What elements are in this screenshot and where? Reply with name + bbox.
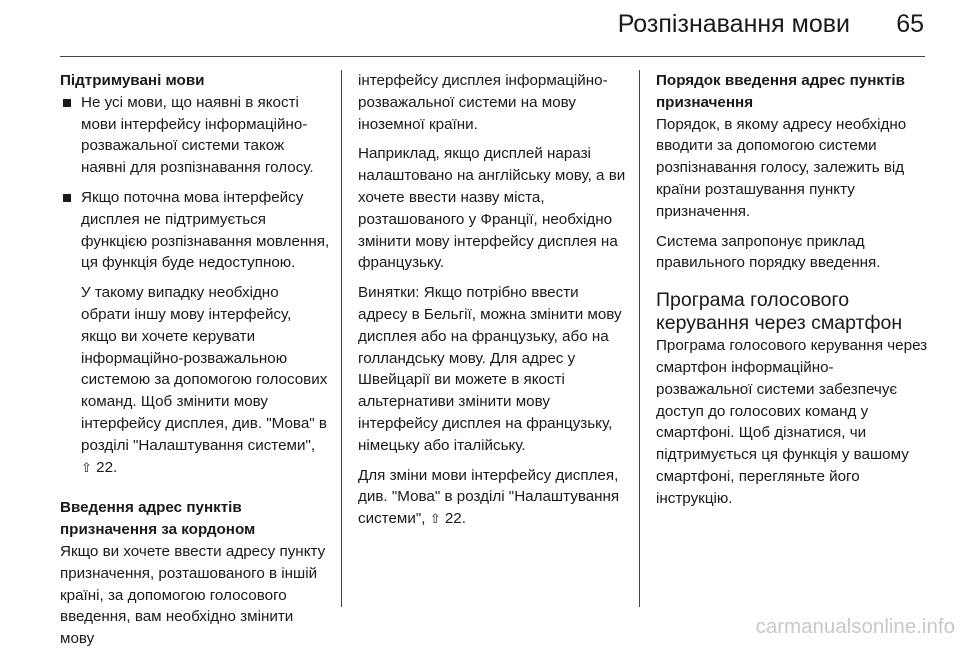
paragraph: Винятки: Якщо потрібно ввести адресу в Бельгії, можна змінити мову дисплея або на французьку, або на голландську мову. Для адрес у Швейцарії ви можете в якості альтернативи змінити мову інтерфейсу дисплея на французьку, німецьку або італійську. [358, 284, 622, 454]
bullet-item: Якщо поточна мова інтерфейсу дисплея не підтримується функцією розпізнавання мовлення, ця функція буде недоступною. [60, 187, 330, 274]
column-2 [358, 70, 626, 530]
column-3 [656, 70, 928, 510]
bullet-continuation [60, 282, 330, 478]
paragraph: Програма голосового керування через смартфон інформаційно-розважальної системи забезпечує доступ до голосових команд у смартфоні. Щоб дізнатися, чи підтримується ця функція у вашому смартфоні, перегляньте його інструкцію. [656, 337, 928, 507]
page-reference: 22. [444, 510, 466, 528]
paragraph: Система запропонує приклад правильного порядку введення. [656, 232, 881, 272]
section-heading-address-order: Порядок введення адрес пунктів призначення [656, 72, 905, 111]
section-heading-smartphone-voice: Програма голосового керування через смартфон [656, 289, 903, 335]
column-1 [60, 70, 330, 650]
column-divider-2 [639, 70, 640, 607]
bullet-item: Не усі мови, що наявні в якості мови інтерфейсу інформаційно-розважальної системи також наявні для розпізнавання голосу. [60, 92, 330, 179]
section-heading-foreign-addresses: Введення адрес пунктів призначення за кордоном [60, 499, 256, 539]
page-title: Розпізнавання мови [617, 10, 850, 38]
paragraph: Наприклад, якщо дисплей наразі налаштовано на англійську мову, а ви хочете ввести назву міста, розташованого у Франції, необхідно змінити мову інтерфейсу дисплея на французьку. [358, 145, 626, 272]
page-reference-icon: ⇧ [81, 459, 92, 475]
page-number: 65 [896, 10, 924, 38]
page-reference-icon: ⇧ [429, 511, 441, 527]
header-divider [60, 56, 925, 57]
bullet-continuation-text: У такому випадку необхідно обрати іншу мову інтерфейсу, якщо ви хочете керувати інформаційно-розважальною системою за допомогою голосових команд. Щоб змінити мову інтерфейсу дисплея, див. "Мова" в розділі "Налаштування системи", [81, 284, 328, 454]
paragraph [358, 465, 626, 530]
paragraph: Порядок, в якому адресу необхідно вводити за допомогою системи розпізнавання голосу, залежить від країни розташування пункту призначення. [656, 115, 907, 220]
page-reference: 22. [96, 458, 118, 476]
watermark: carmanualsonline.info [755, 615, 955, 638]
paragraph: Якщо ви хочете ввести адресу пункту призначення, розташованого в іншій країні, за допомогою голосового введення, вам необхідно змінити мову [60, 542, 326, 648]
paragraph: інтерфейсу дисплея інформаційно-розважальної системи на мову іноземної країни. [358, 72, 608, 133]
paragraph-text: Для зміни мови інтерфейсу дисплея, див. "Мова" в розділі "Налаштування системи", [358, 466, 620, 528]
column-divider-1 [341, 70, 342, 607]
section-heading-supported-languages: Підтримувані мови [60, 72, 205, 89]
